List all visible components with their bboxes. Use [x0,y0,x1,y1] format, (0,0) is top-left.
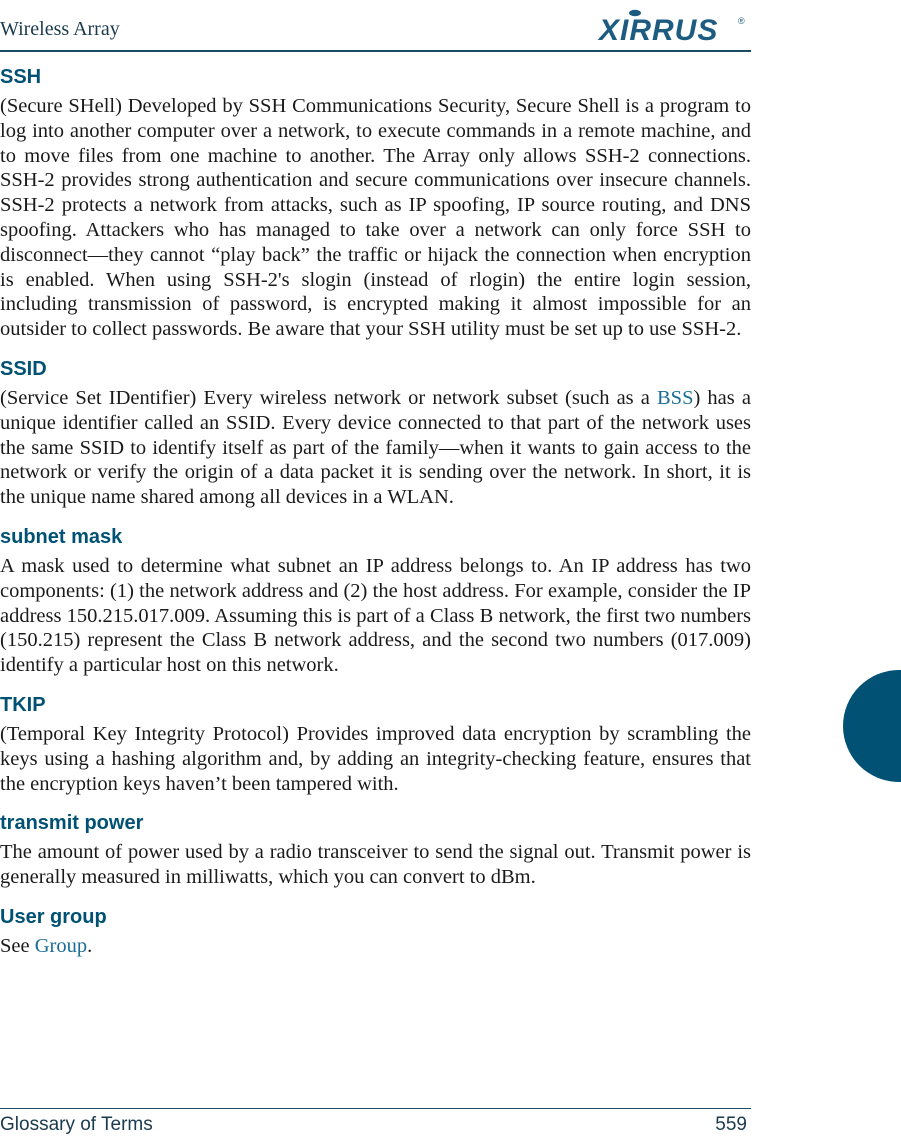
definition-ssh: (Secure SHell) Developed by SSH Communications Security, Secure Shell is a program to log into another computer over a network, to execute commands in a remote machine, and to move files from one machine to another. The Array only allows SSH-2 connections. SSH-2 provides strong authentication and secure communications over insecure channels. SSH-2 protects a network from attacks, such as IP spoofing, IP source routing, and DNS spoofing. Attackers who has managed to take over a network can only force SSH to disconnect—they cannot “play back” the traffic or hijack the connection when encryption is enabled. When using SSH-2's slogin (instead of rlogin) the entire login session, including transmission of password, is encrypted making it almost impossible for an outsider to collect passwords. Be aware that your SSH utility must be set up to use SSH-2. [0,95,751,341]
term-transmit-power: transmit power [0,812,144,835]
definition-subnet-mask: A mask used to determine what subnet an IP address belongs to. An IP address has two components: (1) the network address and (2) the host address. For example, consider the IP address 150.215.017.009. Assuming this is part of a Class B network, the first two numbers (150.215) represent the Class B network address, and the second two numbers (017.009) identify a particular host on this network. [0,554,751,677]
definition-user-group-text: See [0,934,35,957]
page-number: 559 [715,1114,747,1135]
definition-ssid [0,386,751,510]
chapter-tab [843,670,901,782]
definition-ssid-text: (Service Set IDentifier) Every wireless network or network subset (such as a [0,386,657,409]
definition-user-group-text-end: . [87,934,93,957]
term-tkip: TKIP [0,693,46,716]
definition-tkip: (Temporal Key Integrity Protocol) Provides improved data encryption by scrambling the keys using a hashing algorithm and, by adding an integrity-checking feature, ensures that the encryption keys haven’t been tampered with. [0,722,751,795]
glossary-content [0,64,751,973]
term-ssid: SSID [0,357,47,380]
group-link[interactable]: Group [34,934,88,957]
header-rule [0,50,751,52]
term-user-group: User group [0,905,107,928]
footer-rule [0,1108,751,1109]
definition-user-group [0,934,751,959]
term-subnet-mask: subnet mask [0,525,123,548]
running-header: Wireless Array [0,18,120,40]
logo-mark: ® [738,16,745,26]
definition-transmit-power: The amount of power used by a radio transceiver to send the signal out. Transmit power is generally measured in milliwatts, which you can convert to dBm. [0,841,751,889]
definition-ssid-text-end: ) has a unique identifier called an SSID. Every device connected to that part of the network uses the same SSID to identify itself as part of the family—when it wants to gain access to the network or verify the origin of a data packet it is sending over the network. In short, it is the unique name shared among all devices in a WLAN. [0,386,751,509]
term-ssh: SSH [0,66,42,88]
xirrus-logo [597,4,747,44]
bss-link[interactable]: BSS [657,386,694,409]
footer-section: Glossary of Terms [0,1114,153,1135]
logo-text: XIRRUS [599,14,719,44]
